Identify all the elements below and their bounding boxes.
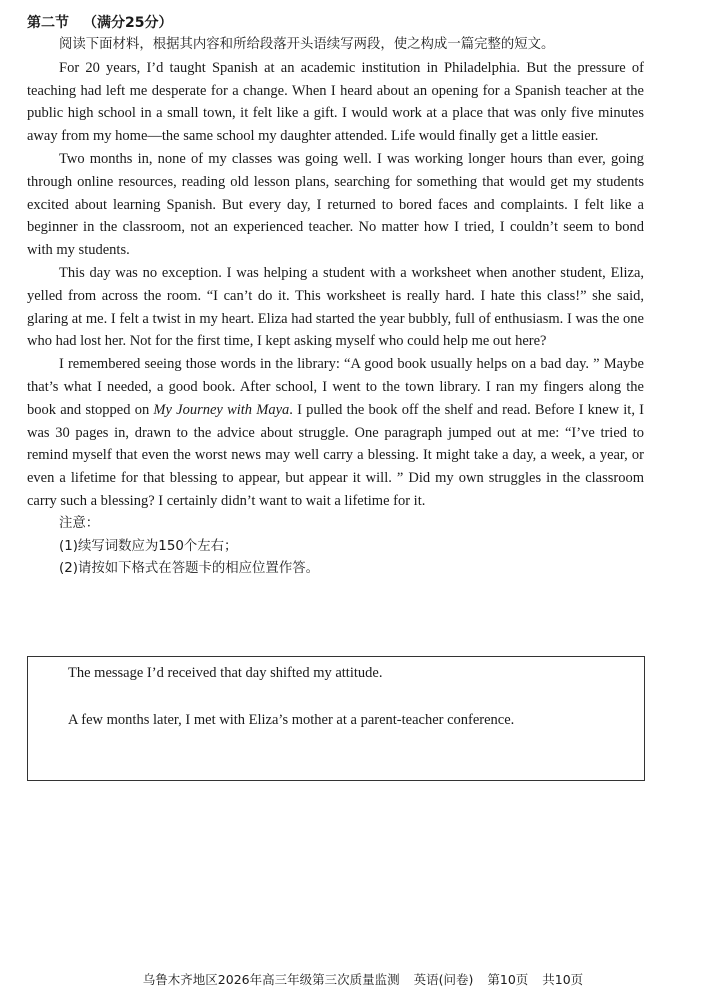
section-title: 第二节 bbox=[27, 15, 69, 31]
note-item-2: (2)请按如下格式在答题卡的相应位置作答。 bbox=[59, 561, 319, 577]
passage-paragraph-3: This day was no exception. I was helping a student with a worksheet when another student, Eliza, yelled from across the room. “I can’t do it. This worksheet is really hard. I hate this class!” she said, glaring at me. I felt a twist in my heart. Eliza had started the year bubbly, full of enthusiasm. I was the one who had lost her. Not for the first time, I kept asking myself who could help me out here? bbox=[27, 264, 644, 350]
footer-subject: 英语(问卷) bbox=[413, 972, 474, 987]
paragraph-opening-1: The message I’d received that day shifted my attitude. bbox=[68, 665, 383, 681]
paragraph-4-text-after: . I pulled the book off the shelf and read. Before I knew it, I was 30 pages in, drawn to the advice about struggle. One paragraph jumped out at me: “I’ve tried to remind myself that even the worst news may well carry a blessing. It might take a day, a week, a year, or even a lifetime for that blessing to appear, but appear it will. ” Did my own struggles in the classroom carry such a blessing? I certainly didn’t want to wait a lifetime for it. bbox=[27, 401, 644, 509]
footer-exam-name: 乌鲁木齐地区2026年高三年级第三次质量监测 bbox=[142, 972, 400, 987]
passage-paragraph-2: Two months in, none of my classes was going well. I was working longer hours than ever, going through online resources, reading old lesson plans, searching for something that would get my students excited about learning Spanish. But every day, I returned to bored faces and complaints. I felt like a beginner in the classroom, not an experienced teacher. No matter how I tried, I couldn’t seem to bond with my students. bbox=[27, 150, 644, 259]
notes-label: 注意： bbox=[59, 515, 100, 531]
section-score: （满分25分） bbox=[83, 15, 173, 31]
section-heading bbox=[27, 12, 644, 34]
note-item-1: (1)续写词数应为150个左右； bbox=[59, 538, 238, 554]
notes-section bbox=[27, 513, 644, 581]
book-title: My Journey with Maya bbox=[153, 401, 290, 418]
answer-box bbox=[27, 656, 645, 781]
footer-page-number: 第10页 bbox=[487, 972, 529, 987]
passage-paragraph-4 bbox=[27, 353, 644, 513]
paragraph-4-text-before: I remembered seeing those words in the library: “A good book usually helps on a bad day. ” Maybe that’s what I needed, a good book. After school, I went to the town library. I ran my fingers along the book and stopped on bbox=[27, 356, 644, 418]
page-footer bbox=[0, 970, 726, 988]
paragraph-opening-2: A few months later, I met with Eliza’s mother at a parent-teacher conference. bbox=[68, 712, 515, 728]
footer-total-pages: 共10页 bbox=[542, 972, 584, 987]
exam-page bbox=[27, 12, 644, 581]
passage-paragraph-1: For 20 years, I’d taught Spanish at an academic institution in Philadelphia. But the pressure of teaching had left me desperate for a change. When I heard about an opening for a Spanish teacher at the public high school in a small town, it felt like a gift. I would work at a place that was only five minutes away from my home—the same school my daughter attended. Life would finally get a little easier. bbox=[27, 59, 644, 145]
task-instruction: 阅读下面材料，根据其内容和所给段落开头语续写两段，使之构成一篇完整的短文。 bbox=[59, 37, 555, 52]
